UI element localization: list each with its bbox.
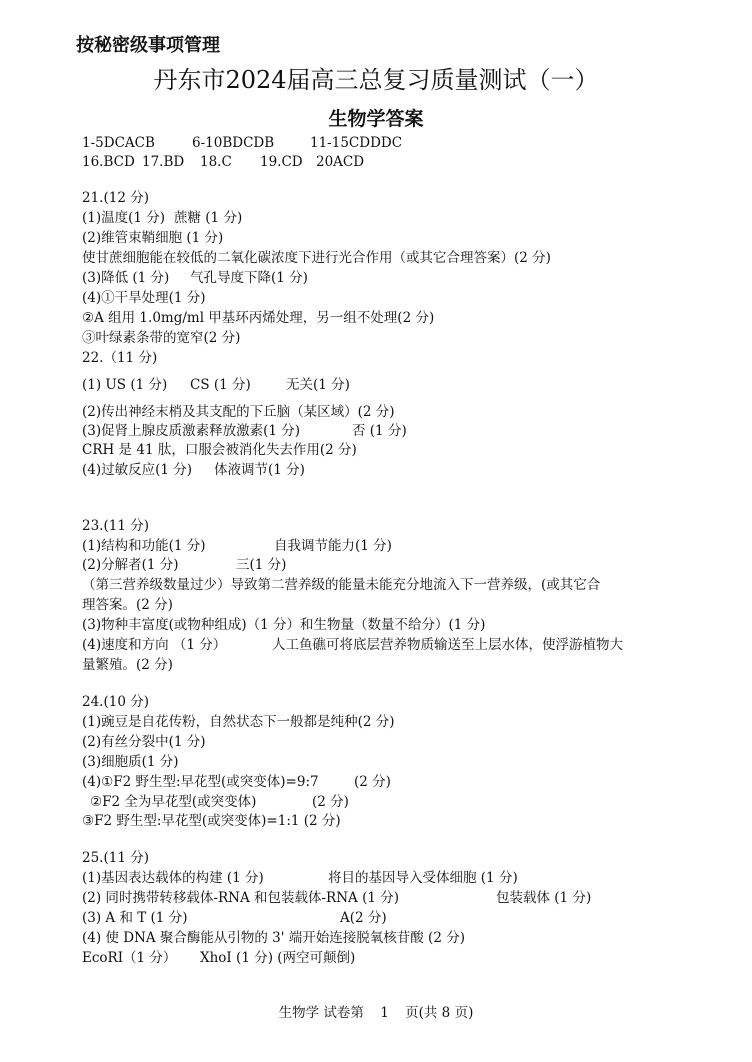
mc-answer: 19.CD bbox=[260, 154, 303, 170]
answer-text: (3) A 和 T (1 分) bbox=[82, 910, 188, 926]
q21-heading: 21.(12 分) bbox=[82, 190, 149, 206]
answer-text: ②F2 全为早花型(或突变体) bbox=[90, 794, 257, 810]
q21-line-7: ③叶绿素条带的宽窄(2 分) bbox=[82, 330, 241, 346]
q21-line-5: (4)①干旱处理(1 分) bbox=[82, 290, 206, 306]
answer-text: (1)温度(1 分) bbox=[82, 210, 166, 226]
mc-answers-row-1 bbox=[82, 134, 402, 152]
mc-answer: 20ACD bbox=[316, 154, 365, 170]
q22-line-3 bbox=[82, 422, 407, 440]
q23-line-3: （第三营养级数量过少）导致第二营养级的能量未能充分地流入下一营养级，(或其它合 bbox=[82, 577, 601, 593]
mc-answer: 16.BCD bbox=[82, 154, 135, 170]
answer-text: (2)分解者(1 分) bbox=[82, 557, 179, 573]
q24-line-1: (1)豌豆是自花传粉，自然状态下一般都是纯种(2 分) bbox=[82, 714, 395, 730]
q22-line-1 bbox=[82, 376, 350, 394]
q24-heading: 24.(10 分) bbox=[82, 694, 149, 710]
answer-text: 包装载体 (1 分) bbox=[496, 890, 592, 906]
q24-line-3: (3)细胞质(1 分) bbox=[82, 754, 179, 770]
answer-text: (4)①F2 野生型:早花型(或突变体)=9:7 bbox=[82, 774, 319, 790]
mc-answer-group: 1-5DCACB bbox=[82, 135, 155, 151]
q25-line-3 bbox=[82, 909, 387, 927]
q21-line-4 bbox=[82, 269, 308, 287]
answer-text: (3)促肾上腺皮质激素释放激素(1 分) bbox=[82, 423, 301, 439]
answer-text: EcoRI（1 分） bbox=[82, 950, 177, 966]
answer-text: 否 (1 分) bbox=[352, 423, 407, 439]
answer-text: A(2 分) bbox=[340, 910, 387, 926]
footer-subject: 生物学 试卷第 bbox=[278, 1005, 364, 1021]
document-title: 丹东市2024届高三总复习质量测试（一） bbox=[153, 66, 599, 94]
confidential-label: 按秘密级事项管理 bbox=[76, 35, 220, 56]
answer-text: (2) 同时携带转移载体-RNA 和包装载体-RNA (1 分) bbox=[82, 890, 399, 906]
answer-text: (1)结构和功能(1 分) bbox=[82, 538, 206, 554]
footer-page-number: 1 bbox=[380, 1005, 389, 1021]
answer-text: 自我调节能力(1 分) bbox=[274, 538, 392, 554]
q23-line-7: 量繁殖。(2 分) bbox=[82, 657, 173, 673]
answer-text: 将目的基因导入受体细胞 (1 分) bbox=[328, 870, 518, 886]
q25-line-5 bbox=[82, 949, 355, 967]
answer-text: (4)过敏反应(1 分) bbox=[82, 462, 193, 478]
answer-text: (3)降低 (1 分) bbox=[82, 270, 170, 286]
q25-line-2 bbox=[82, 889, 591, 907]
answer-text: (2 分) bbox=[312, 794, 349, 810]
answer-text: 蔗糖 (1 分) bbox=[174, 210, 243, 226]
answer-text: 人工鱼礁可将底层营养物质输送至上层水体，使浮游植物大 bbox=[272, 637, 623, 653]
footer-total-pages: 页(共 8 页) bbox=[405, 1005, 474, 1021]
page-footer bbox=[0, 1001, 752, 1021]
mc-answer-group: 11-15CDDDC bbox=[310, 135, 403, 151]
answer-text: XhoI (1 分) (两空可颠倒) bbox=[200, 950, 356, 966]
q23-line-5: (3)物种丰富度(或物种组成)（1 分）和生物量（数量不给分）(1 分) bbox=[82, 617, 486, 633]
answer-text: (1) US (1 分) bbox=[82, 377, 168, 393]
q22-line-5 bbox=[82, 461, 305, 479]
mc-answers-row-2 bbox=[82, 153, 364, 171]
q24-line-4 bbox=[82, 773, 391, 791]
q24-line-2: (2)有丝分裂中(1 分) bbox=[82, 734, 206, 750]
mc-answer: 17.BD bbox=[142, 154, 185, 170]
q21-line-3: 使甘蔗细胞能在较低的二氧化碳浓度下进行光合作用（或其它合理答案）(2 分) bbox=[82, 250, 551, 266]
q24-line-6: ③F2 野生型:早花型(或突变体)=1:1 (2 分) bbox=[82, 813, 341, 829]
q23-line-2 bbox=[82, 556, 286, 574]
q23-line-4: 理答案。(2 分) bbox=[82, 597, 173, 613]
answer-text: 体液调节(1 分) bbox=[214, 462, 305, 478]
q21-line-6: ②A 组用 1.0mg/ml 甲基环丙烯处理，另一组不处理(2 分) bbox=[82, 310, 435, 326]
q23-line-6 bbox=[82, 636, 623, 654]
answer-text: (4)速度和方向 （1 分） bbox=[82, 637, 227, 653]
q22-heading: 22.（11 分) bbox=[82, 350, 158, 366]
answer-text: 气孔导度下降(1 分) bbox=[190, 270, 308, 286]
q25-line-4: (4) 使 DNA 聚合酶能从引物的 3' 端开始连接脱氧核苷酸 (2 分) bbox=[82, 930, 465, 946]
answer-text: (2 分) bbox=[354, 774, 391, 790]
q22-line-4: CRH 是 41 肽，口服会被消化失去作用(2 分) bbox=[82, 442, 357, 458]
answer-text: (1)基因表达载体的构建 (1 分) bbox=[82, 870, 264, 886]
document-subtitle: 生物学答案 bbox=[328, 108, 424, 130]
q23-line-1 bbox=[82, 537, 392, 555]
q21-line-1 bbox=[82, 209, 242, 227]
answer-text: 三(1 分) bbox=[236, 557, 287, 573]
q25-heading: 25.(11 分) bbox=[82, 850, 149, 866]
mc-answer-group: 6-10BDCDB bbox=[192, 135, 275, 151]
mc-answer: 18.C bbox=[200, 154, 232, 170]
q24-line-5 bbox=[90, 793, 349, 811]
q23-heading: 23.(11 分) bbox=[82, 518, 149, 534]
answer-text: CS (1 分) bbox=[190, 377, 251, 393]
q21-line-2: (2)维管束鞘细胞 (1 分) bbox=[82, 230, 224, 246]
q25-line-1 bbox=[82, 869, 518, 887]
q22-line-2: (2)传出神经末梢及其支配的下丘脑（某区域）(2 分) bbox=[82, 404, 395, 420]
answer-text: 无关(1 分) bbox=[286, 377, 350, 393]
